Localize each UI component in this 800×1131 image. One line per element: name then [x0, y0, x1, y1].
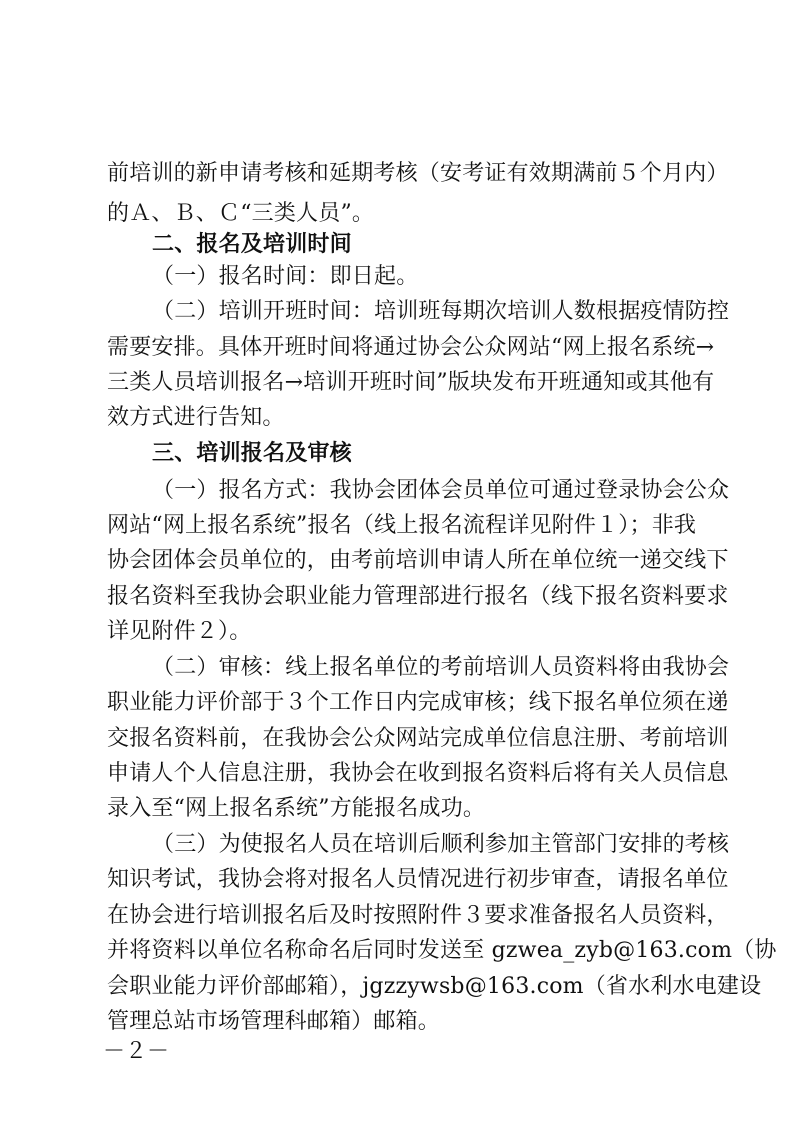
text-line-19: 录入至“网上报名系统”方能报名成功。 [107, 796, 486, 821]
text-line-24: 会职业能力评价部邮箱），jgzzywsb@163.com（省水利水电建设 [107, 974, 762, 999]
text-line-20: （三）为使报名人员在培训后顺利参加主管部门安排的考核 [152, 832, 730, 857]
text-line-5: （二）培训开班时间：培训班每期次培训人数根据疫情防控 [152, 299, 730, 324]
text-line-15: （二）审核：线上报名单位的考前培训人员资料将由我协会 [152, 655, 730, 680]
text-line-12: 协会团体会员单位的，由考前培训申请人所在单位统一递交线下 [107, 548, 729, 573]
text-line-7: 三类人员培训报名→培训开班时间”版块发布开班通知或其他有 [107, 370, 715, 395]
section-heading-2: 二、报名及培训时间 [152, 232, 352, 257]
text-line-17: 交报名资料前，在我协会公众网站完成单位信息注册、考前培训 [107, 726, 729, 751]
section-heading-3: 三、培训报名及审核 [152, 441, 352, 466]
text-line-2: 的Ａ、Ｂ、Ｃ“三类人员”。 [107, 201, 375, 226]
text-line-8: 效方式进行告知。 [107, 405, 285, 430]
text-line-18: 申请人个人信息注册，我协会在收到报名资料后将有关人员信息 [107, 761, 729, 786]
text-line-23: 并将资料以单位名称命名后同时发送至 gzwea_zyb@163.com（协 [107, 938, 777, 963]
text-line-25: 管理总站市场管理科邮箱）邮箱。 [107, 1009, 441, 1034]
text-line-4: （一）报名时间：即日起。 [152, 264, 419, 289]
page-number: －２－ [103, 1039, 170, 1064]
text-line-16: 职业能力评价部于３个工作日内完成审核；线下报名单位须在递 [107, 690, 729, 715]
text-line-1: 前培训的新申请考核和延期考核（安考证有效期满前５个月内） [107, 161, 729, 186]
text-line-13: 报名资料至我协会职业能力管理部进行报名（线下报名资料要求 [107, 584, 729, 609]
text-line-6: 需要安排。具体开班时间将通过协会公众网站“网上报名系统→ [107, 335, 715, 360]
text-line-10: （一）报名方式：我协会团体会员单位可通过登录协会公众 [152, 478, 730, 503]
text-line-21: 知识考试，我协会将对报名人员情况进行初步审查，请报名单位 [107, 867, 729, 892]
text-line-11: 网站“网上报名系统”报名（线上报名流程详见附件１）；非我 [107, 513, 697, 538]
text-line-14: 详见附件２）。 [107, 619, 252, 644]
text-line-22: 在协会进行培训报名后及时按照附件３要求准备报名人员资料， [107, 903, 729, 928]
